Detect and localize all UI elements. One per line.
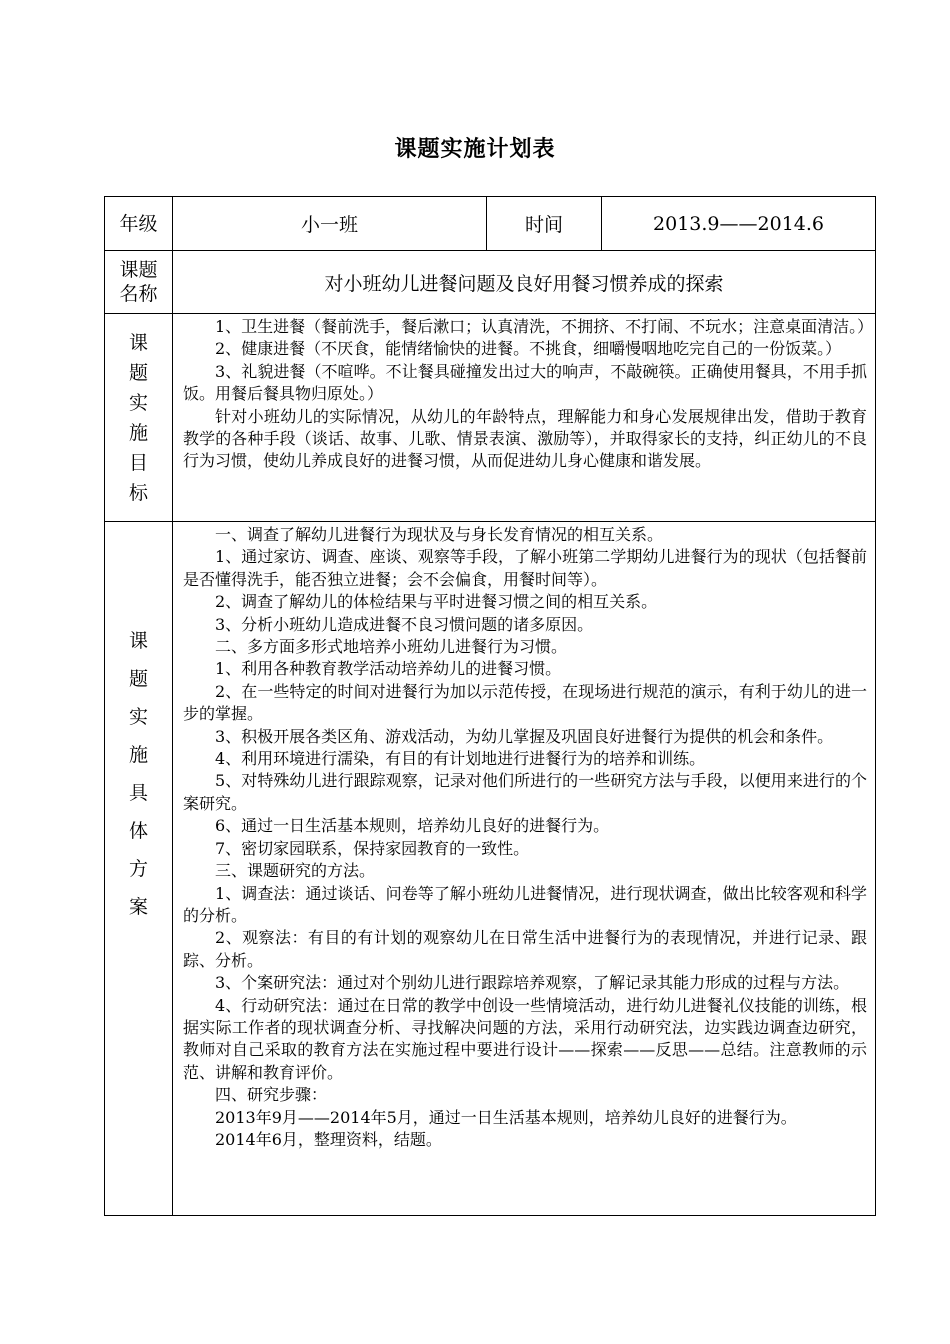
goals-label	[105, 314, 173, 522]
goals-label-char: 目	[128, 451, 148, 474]
goals-label-char: 课	[128, 331, 148, 354]
plan-paragraph: 2、观察法：有目的有计划的观察幼儿在日常生活中进餐行为的表现情况，并进行记录、跟踪、分析。	[183, 928, 868, 970]
plan-label-char: 体	[128, 820, 148, 842]
goals-label-char: 实	[128, 391, 148, 414]
plan-paragraph: 5、对特殊幼儿进行跟踪观察，记录对他们所进行的一些研究方法与手段，以便用来进行的个案研究。	[183, 771, 868, 813]
plan-paragraph: 四、研究步骤：	[215, 1085, 328, 1105]
plan-paragraph: 1、调查法：通过谈话、问卷等了解小班幼儿进餐情况，进行现状调查，做出比较客观和科学的分析。	[183, 883, 868, 925]
time-label: 时间	[487, 197, 602, 251]
plan-paragraph: 2013年9月——2014年5月，通过一日生活基本规则，培养幼儿良好的进餐行为。	[215, 1107, 797, 1127]
plan-paragraph: 4、行动研究法：通过在日常的教学中创设一些情境活动，进行幼儿进餐礼仪技能的训练，根据实际工作者的现状调查分析、寻找解决问题的方法，采用行动研究法，边实践边调查边研究，教师对自己采取的教育方法在实施过程中要进行设计——探索——反思——总结。注意教师的示范、讲解和教育评价。	[183, 995, 868, 1082]
plan-row	[105, 522, 876, 1216]
goals-label-char: 标	[128, 481, 148, 504]
topic-label-line1: 课题	[119, 259, 158, 281]
plan-label-char: 具	[128, 782, 148, 804]
time-value: 2013.9——2014.6	[602, 197, 876, 251]
goal-paragraph: 针对小班幼儿的实际情况，从幼儿的年龄特点，理解能力和身心发展规律出发，借助于教育教学的各种手段（谈话、故事、儿歌、情景表演、激励等），并取得家长的支持，纠正幼儿的不良行为习惯，使幼儿养成良好的进餐习惯，从而促进幼儿身心健康和谐发展。	[183, 406, 868, 471]
plan-paragraph: 2、调查了解幼儿的体检结果与平时进餐习惯之间的相互关系。	[215, 592, 658, 612]
plan-paragraph: 1、通过家访、调查、座谈、观察等手段，了解小班第二学期幼儿进餐行为的现状（包括餐前是否懂得洗手，能否独立进餐；会不会偏食，用餐时间等）。	[183, 547, 868, 589]
goals-row	[105, 314, 876, 522]
plan-paragraph: 3、个案研究法：通过对个别幼儿进行跟踪培养观察，了解记录其能力形成的过程与方法。	[215, 973, 850, 993]
plan-paragraph: 三、课题研究的方法。	[215, 861, 376, 881]
plan-paragraph: 2、在一些特定的时间对进餐行为加以示范传授，在现场进行规范的演示，有利于幼儿的进一步的掌握。	[183, 681, 868, 724]
goal-paragraph: 3、礼貌进餐（不喧哗。不让餐具碰撞发出过大的响声，不敲碗筷。正确使用餐具，不用手抓饭。用餐后餐具物归原处。）	[183, 361, 868, 404]
plan-paragraph: 4、利用环境进行濡染，有目的有计划地进行进餐行为的培养和训练。	[215, 749, 706, 769]
plan-paragraph: 2014年6月，整理资料，结题。	[215, 1129, 442, 1149]
goals-label-char: 题	[128, 361, 148, 384]
grade-row	[105, 197, 876, 251]
plan-label-char: 题	[128, 668, 148, 690]
plan-content	[173, 522, 876, 1216]
plan-table	[104, 196, 876, 1216]
grade-value: 小一班	[173, 197, 487, 251]
plan-label	[105, 522, 173, 1216]
topic-label	[105, 251, 173, 314]
goals-label-char: 施	[128, 421, 148, 444]
goals-content	[173, 314, 876, 522]
plan-paragraph: 6、通过一日生活基本规则，培养幼儿良好的进餐行为。	[215, 816, 610, 836]
plan-label-char: 课	[128, 630, 148, 652]
plan-paragraph: 1、利用各种教育教学活动培养幼儿的进餐习惯。	[215, 659, 562, 679]
plan-label-char: 实	[128, 706, 148, 728]
topic-label-line2: 名称	[119, 283, 158, 305]
plan-paragraph: 3、积极开展各类区角、游戏活动，为幼儿掌握及巩固良好进餐行为提供的机会和条件。	[215, 726, 834, 746]
grade-label: 年级	[105, 197, 173, 251]
plan-paragraph: 一、调查了解幼儿进餐行为现状及与身长发育情况的相互关系。	[215, 525, 664, 544]
plan-paragraph: 7、密切家园联系，保持家园教育的一致性。	[215, 838, 530, 858]
plan-label-char: 方	[128, 858, 148, 880]
page-title: 课题实施计划表	[394, 136, 556, 162]
topic-row	[105, 251, 876, 314]
plan-paragraph: 3、分析小班幼儿造成进餐不良习惯问题的诸多原因。	[215, 614, 594, 634]
plan-label-char: 案	[128, 896, 148, 918]
goal-paragraph: 1、卫生进餐（餐前洗手，餐后漱口；认真清洗，不拥挤、不打闹、不玩水；注意桌面清洁。）	[215, 317, 874, 336]
plan-label-char: 施	[128, 744, 148, 766]
topic-value: 对小班幼儿进餐问题及良好用餐习惯养成的探索	[173, 251, 876, 314]
plan-paragraph: 二、多方面多形式地培养小班幼儿进餐行为习惯。	[215, 637, 568, 657]
goal-paragraph: 2、健康进餐（不厌食，能情绪愉快的进餐。不挑食，细嚼慢咽地吃完自己的一份饭菜。）	[215, 339, 842, 359]
